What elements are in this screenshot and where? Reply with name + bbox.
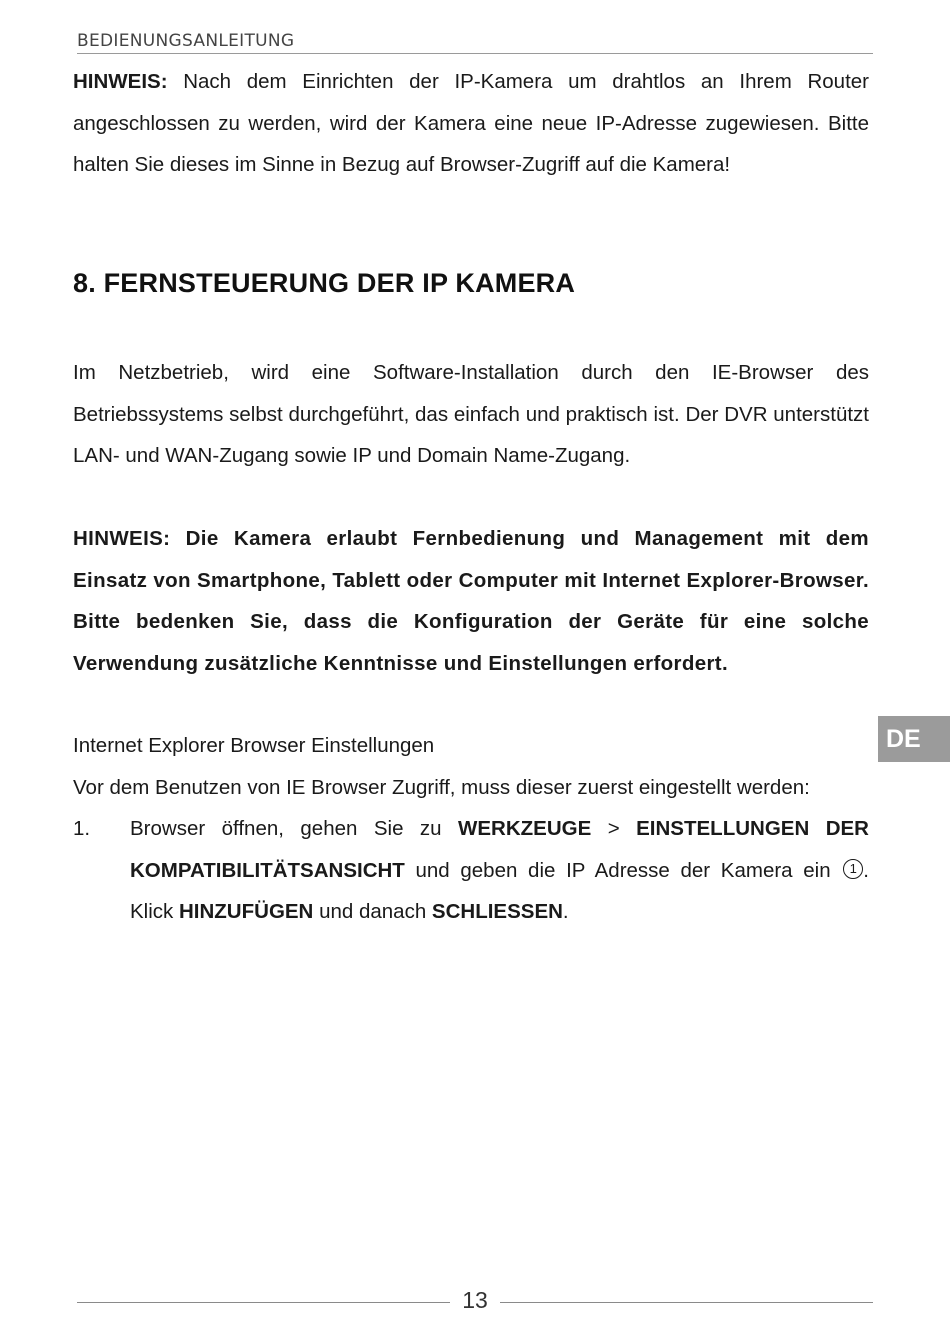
button-reference-schliessen: SCHLIESSEN [431,900,563,923]
step-text-segment: . Klick [130,858,869,923]
step-text-segment: > [591,817,637,840]
step-text-segment: und danach [313,900,432,923]
button-reference-hinzufuegen: HINZUFÜGEN [178,900,314,923]
step-text-segment: . [562,900,569,923]
footer-rule-right [500,1302,873,1303]
step-list-item [73,808,869,933]
footer-rule-left [77,1302,450,1303]
step-text [130,808,869,933]
menu-reference-kompatibilitaet: EINSTELLUNGEN DER KOMPATIBILITÄTSANSICHT [130,817,869,882]
language-tab: DE [878,716,950,762]
note-paragraph [73,61,869,186]
ie-settings-title: Internet Explorer Browser Einstellungen [73,734,435,757]
note-label: HINWEIS: [73,70,168,93]
note-text: Nach dem Einrichten der IP-Kamera um drahtlos an Ihrem Router angeschlossen zu werden, wird der Kamera eine neue IP-Adresse zugewiesen. Bitte halten Sie dieses im Sinne in Bezug auf Browser-Zugriff auf die Kamera! [73,70,869,176]
running-header: BEDIENUNGSANLEITUNG [77,29,873,54]
step-text-segment: Browser öffnen, gehen Sie zu [130,817,459,840]
bold-note-paragraph: HINWEIS: Die Kamera erlaubt Fernbedienung und Management mit dem Einsatz von Smartphone, Tablett oder Computer mit Internet Explorer-Browser. Bitte bedenken Sie, dass die Konfiguration der Geräte für eine solche Verwendung zusätzliche Kenntnisse und Einstellungen erfordert. [73,527,869,675]
menu-reference-werkzeuge: WERKZEUGE [458,817,592,840]
section-title: 8. FERNSTEUERUNG DER IP KAMERA [73,268,576,298]
step-text-segment: und geben die IP Adresse der Kamera ein [404,858,842,882]
ie-settings-description: Vor dem Benutzen von IE Browser Zugriff, muss dieser zuerst eingestellt werden: [73,776,810,799]
circled-number-one-marker: 1 [843,859,863,879]
intro-paragraph: Im Netzbetrieb, wird eine Software-Installation durch den IE-Browser des Betriebssystems selbst durchgeführt, das einfach und praktisch ist. Der DVR unterstützt LAN- und WAN-Zugang sowie IP und Domain Name-Zugang. [73,361,869,467]
step-number: 1. [73,817,91,840]
page-number: 13 [462,1287,488,1313]
